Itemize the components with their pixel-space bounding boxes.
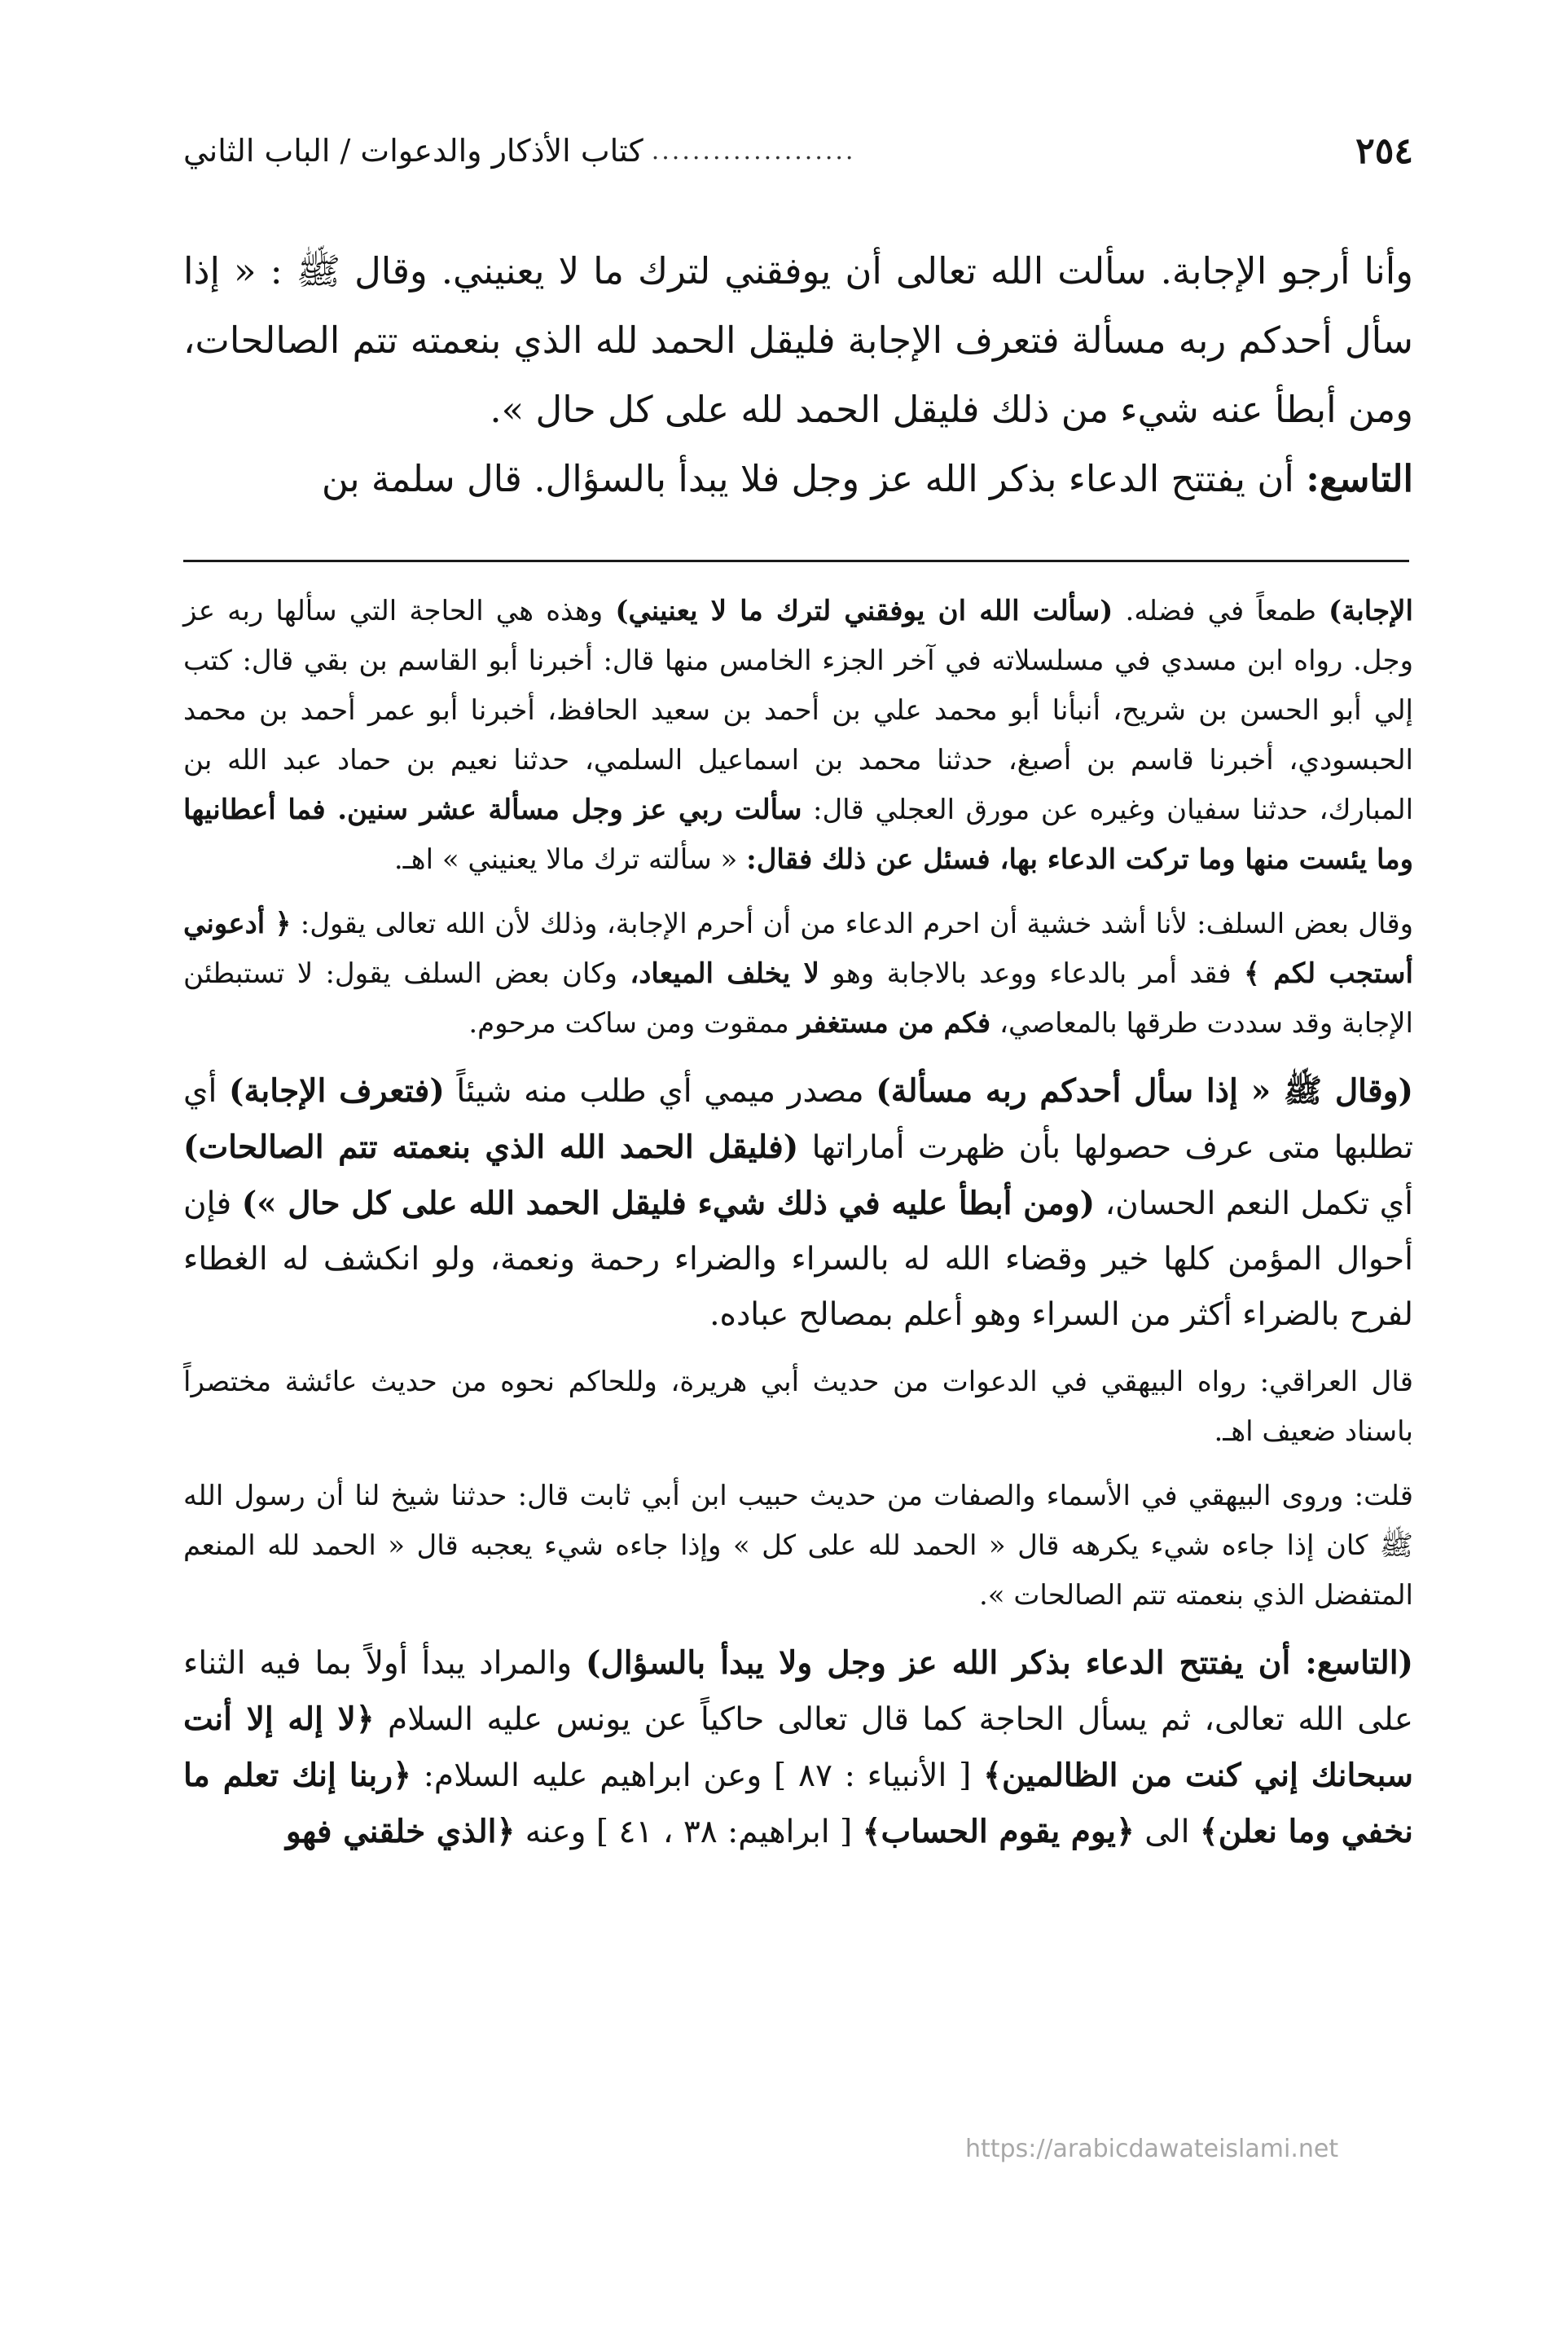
- quoted-term: (التاسع: أن يفتتح الدعاء بذكر الله عز وجل ولا يبدأ بالسؤال): [585, 1644, 1413, 1682]
- leader-dots: ....................: [651, 136, 856, 165]
- quoted-term: (فليقل الحمد الله الذي بنعمته تتم الصالحات): [183, 1128, 799, 1166]
- commentary-text: وكان بعض السلف يقول: لا تستبطئن الإجابة وقد سددت طرقها بالمعاصي،: [183, 957, 1413, 1040]
- commentary-paragraph-4: [183, 1357, 1413, 1457]
- quoted-term: (وقال ﷺ « إذا سأل أحدكم ربه مسألة): [876, 1072, 1413, 1110]
- commentary: [183, 587, 1413, 1875]
- quran-quote: ﴿لا إله إلا أنت سبحانك إني كنت من الظالمين﴾: [183, 1700, 1413, 1794]
- commentary-text: فإن أحوال المؤمن كلها خير وقضاء الله له بالسراء والضراء رحمة ونعمة، ولو انكشف له الغطاء لفرح بالضراء أكثر من السراء وهو أعلم بمصالح عباده.: [183, 1185, 1414, 1333]
- commentary-text: طمعاً في فضله.: [1125, 595, 1316, 627]
- page-number: ٢٥٤: [1355, 130, 1413, 172]
- commentary-text: [ ابراهيم: ٣٨ ، ٤١ ] وعنه: [525, 1814, 853, 1850]
- commentary-paragraph-2: [183, 900, 1413, 1049]
- quoted-term: (سألت الله ان يوفقني لترك ما لا يعنيني): [615, 595, 1113, 627]
- main-paragraph-2-text: أن يفتتح الدعاء بذكر الله عز وجل فلا يبدأ بالسؤال. قال سلمة بن: [321, 457, 1294, 500]
- quran-quote: ﴿يوم يقوم الحساب﴾: [862, 1813, 1135, 1850]
- commentary-paragraph-3: [183, 1063, 1413, 1343]
- running-header: [183, 133, 855, 169]
- quran-quote: ﴿الذي خلقني فهو: [285, 1813, 516, 1850]
- commentary-text: وقال بعض السلف: لأنا أشد خشية أن احرم الدعاء من أن أحرم الإجابة، وذلك لأن الله تعالى يقول:: [300, 908, 1413, 940]
- quoted-term: لا يخلف الميعاد،: [630, 957, 819, 990]
- commentary-paragraph-5: [183, 1471, 1413, 1621]
- quoted-term: الإجابة): [1329, 595, 1414, 627]
- commentary-text: قال العراقي: رواه البيهقي في الدعوات من حديث أبي هريرة، وللحاكم نحوه من حديث عائشة مختصراً باسناد ضعيف اهـ.: [183, 1366, 1413, 1448]
- commentary-text: [ الأنبياء : ٨٧ ] وعن ابراهيم عليه السلام:: [423, 1757, 972, 1794]
- commentary-text: أي تطلبها متى عرف حصولها بأن ظهرت أماراتها: [183, 1073, 1413, 1166]
- quran-quote: ﴿ربنا إنك تعلم ما نخفي وما نعلن﴾: [183, 1757, 1413, 1850]
- quoted-term: سألت ربي عز وجل مسألة عشر سنين. فما أعطانيها وما يئست منها وما تركت الدعاء بها، فسئل عن ذلك فقال:: [183, 794, 1413, 876]
- commentary-paragraph-6: [183, 1635, 1413, 1860]
- commentary-text: قلت: وروى البيهقي في الأسماء والصفات من حديث حبيب ابن أبي ثابت قال: حدثنا شيخ لنا أن رسول الله ﷺ كان إذا جاءه شيء يكرهه قال « الحمد لله على كل » وإذا جاءه شيء يعجبه قال « الحمد لله المنعم المتفضل الذي بنعمته تتم الصالحات ».: [183, 1480, 1413, 1612]
- commentary-paragraph-1: [183, 587, 1413, 885]
- page-header: [183, 122, 1413, 179]
- commentary-text: والمراد يبدأ أولاً بما فيه الثناء على الله تعالى، ثم يسأل الحاجة كما قال تعالى حاكياً عن يونس عليه السلام: [183, 1645, 1413, 1738]
- commentary-text: وهذه هي الحاجة التي سألها ربه عز وجل. رواه ابن مسدي في مسلسلاته في آخر الجزء الخامس منها قال: أخبرنا أبو القاسم بن بقي قال: كتب إلي أبو الحسن بن شريح، أنبأنا أبو محمد علي بن أحمد بن سعيد الحافظ، أخبرنا أبو عمر أحمد بن محمد الحبسودي، أخبرنا قاسم بن أصبغ، حدثنا محمد بن اسماعيل السلمي، حدثنا نعيم بن حماد عبد الله بن المبارك، حدثنا سفيان وغيره عن مورق العجلي قال:: [183, 595, 1414, 826]
- commentary-text: أي تكمل النعم الحسان،: [1105, 1185, 1413, 1222]
- commentary-text: الى: [1144, 1814, 1190, 1850]
- quoted-term: (فتعرف الإجابة): [229, 1072, 445, 1110]
- main-text: [183, 236, 1413, 513]
- quran-quote: ﴿ أدعوني أستجب لكم ﴾: [183, 908, 1413, 990]
- main-paragraph-2: [183, 444, 1413, 513]
- running-title: كتاب الأذكار والدعوات / الباب الثاني: [183, 133, 643, 169]
- commentary-text: ممقوت ومن ساكت مرحوم.: [468, 1007, 789, 1040]
- footnote-divider: [183, 560, 1409, 562]
- commentary-text: « سألته ترك مالا يعنيني » اهـ.: [393, 843, 738, 876]
- commentary-text: فقد أمر بالدعاء ووعد بالاجابة وهو: [832, 957, 1232, 990]
- quoted-term: (ومن أبطأ عليه في ذلك شيء فليقل الحمد الله على كل حال »): [241, 1185, 1096, 1222]
- watermark-url: https://arabicdawateislami.net: [965, 2135, 1339, 2163]
- quoted-term: فكم من مستغفر: [797, 1007, 991, 1040]
- main-paragraph-1: وأنا أرجو الإجابة. سألت الله تعالى أن يوفقني لترك ما لا يعنيني. وقال ﷺ : « إذا سأل أحدكم ربه مسألة فتعرف الإجابة فليقل الحمد لله الذي بنعمته تتم الصالحات، ومن أبطأ عنه شيء من ذلك فليقل الحمد لله على كل حال ».: [183, 249, 1413, 431]
- commentary-text: مصدر ميمي أي طلب منه شيئاً: [456, 1073, 864, 1110]
- point-label: التاسع:: [1306, 457, 1413, 500]
